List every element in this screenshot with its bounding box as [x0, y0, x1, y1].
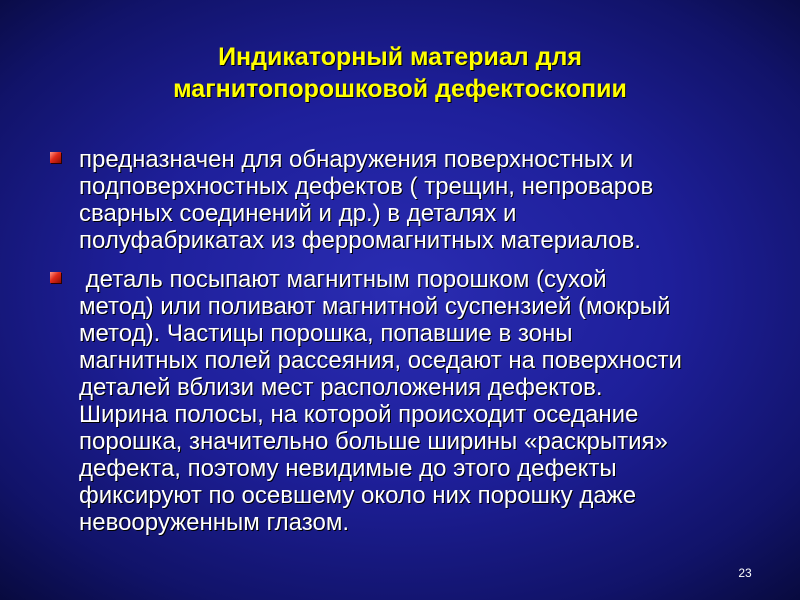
page-number: 23: [738, 566, 752, 580]
bullet-text-line: магнитных полей рассеяния, оседают на поверхности: [79, 347, 682, 374]
bullet-item: [50, 266, 770, 536]
bullet-text-line: сварных соединений и др.) в деталях и: [79, 200, 517, 227]
bullet-text-line: деталь посыпают магнитным порошком (сухой: [79, 266, 607, 293]
bullet-text-line: метод) или поливают магнитной суспензией (мокрый: [79, 293, 671, 320]
slide-title-line: Индикаторный материал для: [218, 43, 582, 71]
bullet-text-line: предназначен для обнаружения поверхностных и: [79, 146, 634, 173]
bullet-text-line: дефекта, поэтому невидимые до этого дефекты: [79, 455, 617, 482]
bullet-text-line: фиксируют по осевшему около них порошку даже: [79, 482, 637, 509]
bullet-text-line: порошка, значительно больше ширины «раскрытия»: [79, 428, 668, 455]
bullet-text-line: метод). Частицы порошка, попавшие в зоны: [79, 320, 573, 347]
bullet-text-line: невооруженным глазом.: [79, 509, 350, 536]
slide-title-line: магнитопорошковой дефектоскопии: [173, 75, 627, 103]
bullet-text-line: полуфабрикатах из ферромагнитных материалов.: [79, 227, 641, 254]
bullet-text-line: деталей вблизи мест расположения дефектов.: [79, 374, 603, 401]
bullet-text-line: подповерхностных дефектов ( трещин, непроваров: [79, 173, 654, 200]
square-bullet-icon: [50, 272, 61, 283]
bullet-list: [50, 146, 770, 548]
slide-title: [80, 41, 720, 105]
square-bullet-icon: [50, 152, 61, 163]
bullet-text-line: Ширина полосы, на которой происходит оседание: [79, 401, 639, 428]
bullet-item: [50, 146, 770, 254]
